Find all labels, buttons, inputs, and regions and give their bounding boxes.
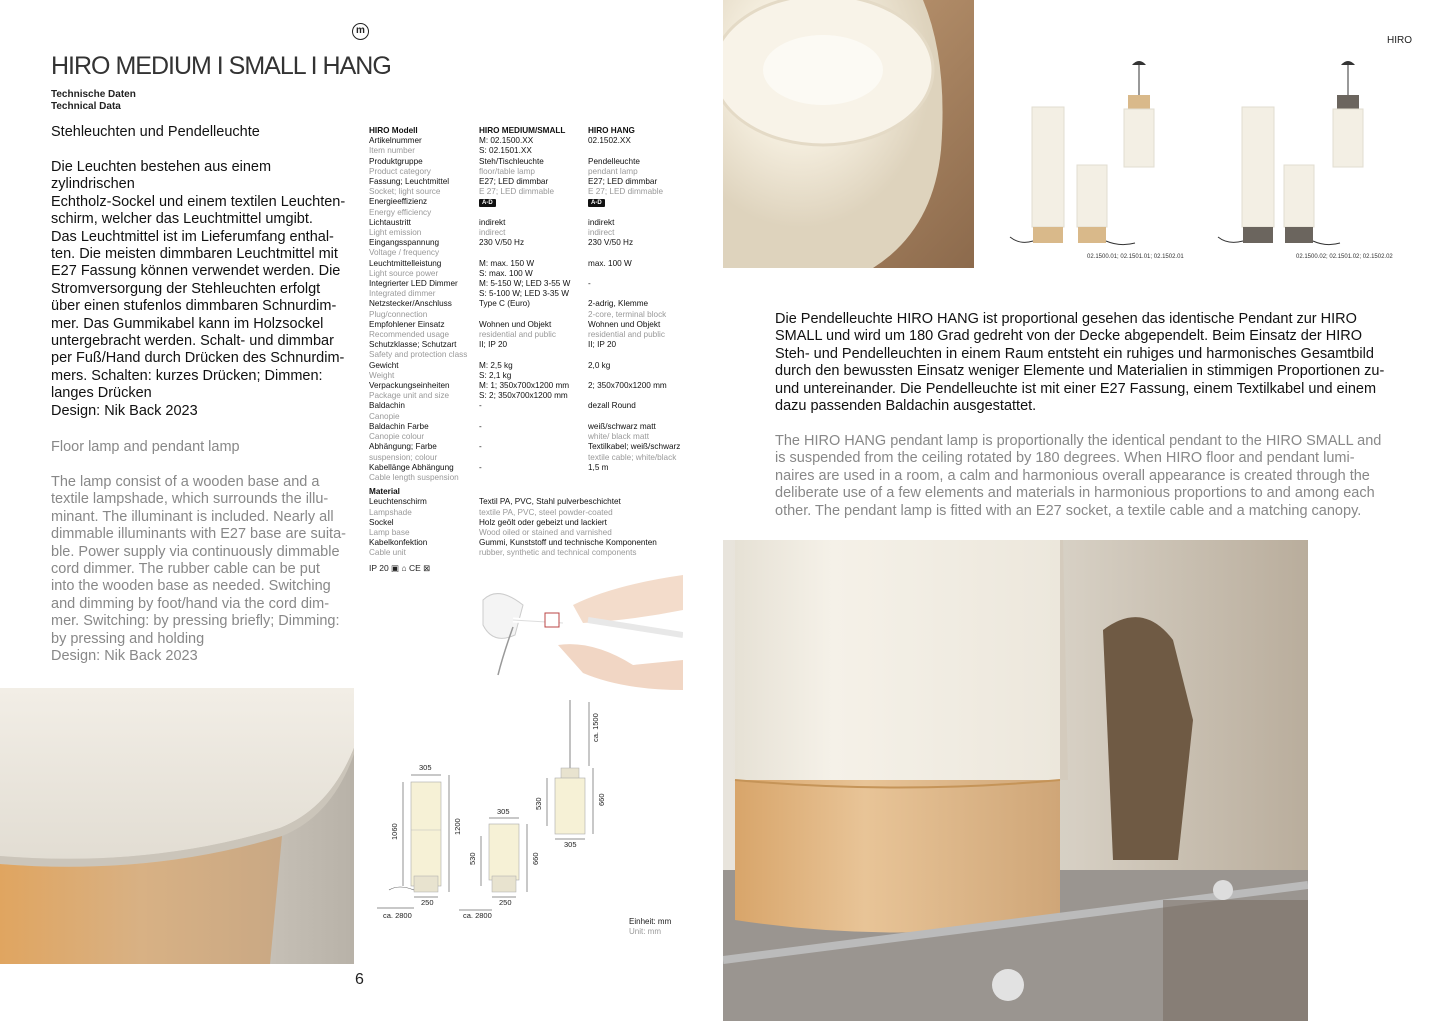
spec-label	[369, 157, 479, 177]
en-line: ble. Power supply via continuously dimmable	[51, 543, 340, 560]
material-row	[369, 538, 689, 558]
spec-value-hang	[588, 177, 688, 197]
spec-value: 230 V/50 Hz	[479, 238, 525, 248]
de-line: über einen stufenlos dimmbaren Schnurdim-	[51, 298, 337, 315]
spec-label	[369, 320, 479, 340]
spec-label-de: Kabellänge Abhängung	[369, 462, 454, 472]
material-value	[479, 497, 689, 517]
spec-row	[369, 259, 689, 279]
en-line: is suspended from the ceiling rotated by 180 degrees. When HIRO floor and pendant lumi-	[775, 450, 1355, 467]
spec-value-hang	[588, 136, 688, 156]
spec-label	[369, 401, 479, 421]
dim-s-height-a: 530	[468, 852, 477, 865]
en-description	[51, 474, 356, 665]
en-line: cord dimmer. The rubber cable can be put	[51, 561, 320, 578]
spec-value-medium-small	[479, 259, 588, 279]
page-number: 6	[355, 971, 364, 988]
page-title: HIRO MEDIUM I SMALL I HANG	[51, 52, 391, 80]
certification-icons: IP 20 ▣ ⌂ CE ⊠	[369, 563, 431, 573]
material-row	[369, 518, 689, 538]
specs-table	[369, 126, 689, 559]
energy-badge: A-D	[588, 199, 605, 207]
spec-value: max. 100 W	[588, 258, 632, 268]
spec-label-en: Canopie colour	[369, 432, 425, 442]
material-row	[369, 497, 689, 517]
header-medium-small: HIRO MEDIUM/SMALL	[479, 126, 566, 135]
spec-value-sub: 2-core, terminal block	[588, 309, 667, 319]
lamp-family-product-images	[1000, 55, 1400, 255]
spec-value-medium-small	[479, 197, 588, 217]
de-line: untergebracht werden. Schalt- und dimmbar	[51, 333, 334, 350]
spec-value-medium-small	[479, 279, 588, 299]
spec-label	[369, 218, 479, 238]
de-line: Die Leuchten bestehen aus einem zylindrischen	[51, 159, 272, 193]
de-line: Echtholz-Sockel und einem textilen Leuchten-	[51, 193, 346, 210]
spec-value-sub: S: max. 100 W	[479, 268, 533, 278]
spec-value: M: 2,5 kg	[479, 360, 513, 370]
de-heading: Stehleuchten und Pendelleuchte	[51, 124, 260, 140]
spec-row	[369, 381, 689, 401]
dim-s-height-b: 660	[531, 852, 540, 865]
de-line: per Fuß/Hand durch Drücken des Schnurdim-	[51, 350, 345, 367]
spec-value: 1,5 m	[588, 462, 609, 472]
spec-value-medium-small	[479, 238, 588, 258]
en-line: dimmable illuminants with E27 base are suita-	[51, 526, 346, 543]
spec-row	[369, 361, 689, 381]
material-value-de: Gummi, Kunststoff und technische Komponenten	[479, 538, 657, 548]
spec-label	[369, 442, 479, 462]
spec-value-sub: residential and public	[588, 330, 665, 340]
spec-value-medium-small	[479, 340, 588, 360]
canopy-mounting-illustration	[453, 565, 683, 700]
spec-value: Pendelleuchte	[588, 156, 640, 166]
spec-value: 2; 350x700x1200 mm	[588, 381, 667, 391]
brand-logo: m	[352, 23, 369, 40]
spec-label-de: Fassung; Leuchtmittel	[369, 177, 450, 187]
en-heading: Floor lamp and pendant lamp	[51, 439, 240, 455]
spec-label	[369, 238, 479, 258]
spec-label	[369, 340, 479, 360]
en-line: The HIRO HANG pendant lamp is proportionally the identical pendant to the HIRO SMALL and	[775, 433, 1382, 449]
spec-value-hang	[588, 401, 688, 421]
spec-value: -	[479, 442, 482, 452]
de-line: mer. Das Gummikabel kann im Holzsockel	[51, 315, 324, 332]
material-value	[479, 538, 689, 558]
en-line: other. The pendant lamp is fitted with an E27 socket, a textile cable and a matching canopy.	[775, 502, 1362, 519]
spec-value: -	[588, 279, 591, 289]
spec-label-en: Integrated dimmer	[369, 289, 436, 299]
material-label	[369, 538, 479, 558]
spec-value-sub: S: 2,1 kg	[479, 370, 512, 380]
spec-label	[369, 463, 479, 483]
spec-value-hang	[588, 381, 688, 401]
spec-value: indirekt	[479, 217, 506, 227]
en-line: by pressing and holding	[51, 630, 205, 647]
material-label-en: Cable unit	[369, 548, 406, 558]
spec-value-hang	[588, 157, 688, 177]
header-hang: HIRO HANG	[588, 126, 635, 135]
spec-label-de: Eingangsspannung	[369, 238, 440, 248]
de-line: mers. Schalten: kurzes Drücken; Dimmen:	[51, 367, 323, 384]
spec-value-sub: pendant lamp	[588, 166, 638, 176]
spec-label	[369, 299, 479, 319]
spec-row	[369, 279, 689, 299]
units-en: Unit: mm	[629, 927, 661, 936]
spec-value-hang	[588, 442, 688, 462]
spec-row	[369, 177, 689, 197]
spec-row	[369, 340, 689, 360]
spec-value: M: 5-150 W; LED 3-55 W	[479, 279, 571, 289]
spec-label-en: Recommended usage	[369, 330, 450, 340]
spec-value-sub: white/ black matt	[588, 432, 649, 442]
units-de: Einheit: mm	[629, 917, 672, 926]
spec-label-en: Package unit and size	[369, 391, 450, 401]
spec-value-hang	[588, 463, 688, 483]
spec-value-medium-small	[479, 381, 588, 401]
dim-m-height-b: 1200	[453, 818, 462, 835]
spec-label	[369, 197, 479, 217]
article-codes-oak: 02.1500.01; 02.1501.01; 02.1502.01	[1087, 254, 1184, 260]
spec-value: 02.1502.XX	[588, 136, 631, 146]
de-line: und untereinander. Die Pendelleuchte ist mit einer E27 Fassung, einem Textilkabel und einem	[775, 380, 1377, 397]
spec-value-sub: E 27; LED dimmable	[479, 187, 555, 197]
spec-value-medium-small	[479, 177, 588, 197]
spec-label-en: Canopie	[369, 411, 400, 421]
spec-value-hang	[588, 361, 688, 381]
spec-row	[369, 197, 689, 217]
spec-rows	[369, 136, 689, 483]
spec-value-sub: S: 2; 350x700x1200 mm	[479, 391, 568, 401]
spec-value: M: 02.1500.XX	[479, 136, 534, 146]
material-label	[369, 518, 479, 538]
en-line: The lamp consist of a wooden base and a	[51, 474, 320, 490]
spec-value: II; IP 20	[479, 340, 508, 350]
energy-badge: A-D	[479, 199, 496, 207]
tech-data-label	[51, 89, 136, 113]
spec-value-medium-small	[479, 463, 588, 483]
material-value-de: Holz geölt oder gebeizt und lackiert	[479, 517, 607, 527]
spec-value: Wohnen und Objekt	[479, 319, 552, 329]
spec-value-medium-small	[479, 422, 588, 442]
header-model: HIRO Modell	[369, 126, 418, 135]
spec-label-de: Energieeffizienz	[369, 197, 428, 207]
spec-label	[369, 422, 479, 442]
spec-row	[369, 422, 689, 442]
en-line: and dimming by foot/hand via the cord dim-	[51, 595, 330, 612]
spec-value: 2-adrig, Klemme	[588, 299, 649, 309]
material-value-en: Wood oiled or stained and varnished	[479, 527, 612, 537]
spec-row	[369, 218, 689, 238]
spec-value-hang	[588, 340, 688, 360]
spec-label-en: Light emission	[369, 228, 422, 238]
spec-label-de: Netzstecker/Anschluss	[369, 299, 452, 309]
spec-row	[369, 157, 689, 177]
units-note	[629, 917, 671, 937]
spec-value: M: max. 150 W	[479, 258, 535, 268]
spec-value-medium-small	[479, 157, 588, 177]
spec-label-en: Cable length suspension	[369, 472, 459, 482]
tech-label-de: Technische Daten	[51, 89, 136, 100]
spec-label-en: Safety and protection class	[369, 350, 468, 360]
dim-s-base: 250	[499, 898, 512, 907]
en-line: textile lampshade, which surrounds the illu-	[51, 491, 329, 508]
hang-description-en	[775, 433, 1397, 520]
spec-value-sub: residential and public	[479, 330, 556, 340]
spec-value: -	[479, 401, 482, 411]
spec-row	[369, 299, 689, 319]
material-value-en: textile PA, PVC, steel powder-coated	[479, 507, 613, 517]
material-value-en: rubber, synthetic and technical components	[479, 548, 637, 558]
dim-s-width: 305	[497, 807, 510, 816]
spec-value-medium-small	[479, 442, 588, 462]
spec-label	[369, 136, 479, 156]
tech-label-en: Technical Data	[51, 101, 121, 112]
spec-value-medium-small	[479, 218, 588, 238]
spec-label-de: Schutzklasse; Schutzart	[369, 340, 457, 350]
spec-value: E27; LED dimmbar	[588, 177, 658, 187]
material-label-en: Lamp base	[369, 527, 410, 537]
spec-label-de: Verpackungseinheiten	[369, 381, 450, 391]
spec-label-en: Energy efficiency	[369, 207, 432, 217]
spec-value-medium-small	[479, 401, 588, 421]
spec-value-hang	[588, 218, 688, 238]
de-line: schirm, welcher das Leuchtmittel umgibt.	[51, 211, 313, 228]
de-line: ten. Die meisten dimmbaren Leuchtmittel mit	[51, 246, 338, 263]
spec-label-en: suspension; colour	[369, 452, 438, 462]
material-value-de: Textil PA, PVC, Stahl pulverbeschichtet	[479, 497, 621, 507]
spec-row	[369, 136, 689, 156]
spec-value-hang	[588, 279, 688, 299]
en-line: minant. The illuminant is included. Nearly all	[51, 508, 334, 525]
de-line: durch den bewussten Einsatz weniger Elemente und Materialien in stimmigen Proportionen zu-	[775, 363, 1385, 380]
spec-row	[369, 320, 689, 340]
de-line: SMALL und wird um 180 Grad gedreht von der Decke abgependelt. Beim Einsatz der HIRO	[775, 328, 1363, 345]
spec-row	[369, 238, 689, 258]
spec-label-en: Socket; light source	[369, 187, 441, 197]
section-tag: HIRO	[1387, 35, 1412, 46]
spec-value-medium-small	[479, 320, 588, 340]
spec-value: Wohnen und Objekt	[588, 319, 661, 329]
spec-value-sub: S: 02.1501.XX	[479, 146, 532, 156]
spec-value: Textilkabel; weiß/schwarz	[588, 442, 681, 452]
en-line: naires are used in a room, a calm and harmonious overall appearance is created through the	[775, 467, 1370, 484]
spec-value: weiß/schwarz matt	[588, 421, 656, 431]
spec-label-en: Light source power	[369, 268, 439, 278]
spec-label-de: Leuchtmittelleistung	[369, 258, 442, 268]
lamp-top-view-photo	[723, 0, 974, 268]
spec-label	[369, 361, 479, 381]
lamp-on-shelf-photo	[723, 540, 1308, 1021]
material-label	[369, 497, 479, 517]
dim-m-height-a: 1060	[390, 823, 399, 840]
dim-h-height-b: 660	[597, 793, 606, 806]
de-line: E27 Fassung können verwendet werden. Die	[51, 263, 341, 280]
spec-label-de: Lichtaustritt	[369, 217, 411, 227]
spec-label-de: Baldachin Farbe	[369, 421, 429, 431]
spec-label-de: Artikelnummer	[369, 136, 422, 146]
de-line: Steh- und Pendelleuchten in einem Raum entsteht ein ruhiges und harmonisches Gesamtbild	[775, 345, 1374, 362]
spec-label-en: Plug/connection	[369, 309, 428, 319]
material-label-de: Leuchtenschirm	[369, 497, 427, 507]
spec-value: -	[479, 462, 482, 472]
dim-m-cable: ca. 2800	[383, 911, 412, 920]
spec-value: E27; LED dimmbar	[479, 177, 549, 187]
spec-value: Steh/Tischleuchte	[479, 156, 544, 166]
de-line: Design: Nik Back 2023	[51, 402, 198, 419]
material-rows	[369, 497, 689, 558]
spec-value-hang	[588, 422, 688, 442]
spec-label	[369, 177, 479, 197]
material-value	[479, 518, 689, 538]
de-line: Die Pendelleuchte HIRO HANG ist proportional gesehen das identische Pendant zur HIRO	[775, 311, 1357, 327]
dim-h-width: 305	[564, 840, 577, 849]
material-label-de: Sockel	[369, 517, 394, 527]
hang-description-de	[775, 311, 1397, 415]
spec-value-sub: E 27; LED dimmable	[588, 187, 664, 197]
dim-m-base: 250	[421, 898, 434, 907]
spec-label-en: Weight	[369, 370, 395, 380]
spec-label	[369, 259, 479, 279]
spec-row	[369, 463, 689, 483]
spec-label-de: Integrierter LED Dimmer	[369, 279, 458, 289]
spec-value-sub: S: 5-100 W; LED 3-35 W	[479, 289, 569, 299]
spec-label-de: Produktgruppe	[369, 156, 423, 166]
spec-label-de: Empfohlener Einsatz	[369, 319, 445, 329]
en-line: into the wooden base as needed. Switching	[51, 578, 331, 595]
de-line: Das Leuchtmittel ist im Lieferumfang enthal-	[51, 228, 334, 245]
en-line: mer. Switching: by pressing briefly; Dimming:	[51, 613, 340, 630]
specs-header	[369, 126, 689, 136]
spec-value-hang	[588, 320, 688, 340]
de-line: Stromversorgung der Stehleuchten erfolgt	[51, 280, 321, 297]
spec-label-de: Baldachin	[369, 401, 405, 411]
spec-label-de: Abhängung; Farbe	[369, 442, 437, 452]
dim-s-cable: ca. 2800	[463, 911, 492, 920]
article-codes-dark: 02.1500.02; 02.1501.02; 02.1502.02	[1296, 254, 1393, 260]
lampshade-closeup-photo	[0, 688, 354, 964]
spec-row	[369, 442, 689, 462]
spec-value-sub: textile cable; white/black	[588, 452, 677, 462]
material-label-en: Lampshade	[369, 507, 412, 517]
spec-value: M: 1; 350x700x1200 mm	[479, 381, 570, 391]
en-line: Design: Nik Back 2023	[51, 648, 198, 665]
spec-row	[369, 401, 689, 421]
dimension-drawing	[369, 700, 685, 940]
spec-value: dezall Round	[588, 401, 636, 411]
de-description	[51, 159, 356, 420]
spec-value: -	[479, 421, 482, 431]
spec-value: II; IP 20	[588, 340, 617, 350]
spec-value-hang	[588, 197, 688, 217]
spec-value-medium-small	[479, 361, 588, 381]
spec-value-hang	[588, 238, 688, 258]
spec-value-sub: indirect	[588, 228, 615, 238]
de-line: dazu passenden Baldachin ausgestattet.	[775, 398, 1037, 415]
spec-value-hang	[588, 259, 688, 279]
material-label-de: Kabelkonfektion	[369, 538, 428, 548]
spec-value: indirekt	[588, 217, 615, 227]
spec-label-en: Voltage / frequency	[369, 248, 440, 258]
en-line: deliberate use of a few elements and materials in harmonious proportions to and among each	[775, 485, 1375, 502]
spec-value-sub: floor/table lamp	[479, 166, 535, 176]
spec-value: 2,0 kg	[588, 360, 611, 370]
spec-label-de: Gewicht	[369, 360, 399, 370]
dim-m-width: 305	[419, 763, 432, 772]
spec-value: 230 V/50 Hz	[588, 238, 634, 248]
spec-label	[369, 279, 479, 299]
spec-value-medium-small	[479, 136, 588, 156]
material-heading: Material	[369, 487, 400, 497]
spec-label-en: Item number	[369, 146, 415, 156]
spec-label	[369, 381, 479, 401]
dim-h-cable: ca. 1500	[591, 713, 600, 742]
dim-h-height-a: 530	[534, 797, 543, 810]
spec-value-hang	[588, 299, 688, 319]
spec-value-medium-small	[479, 299, 588, 319]
spec-label-en: Product category	[369, 166, 431, 176]
spec-value: Type C (Euro)	[479, 299, 530, 309]
spec-value-sub: indirect	[479, 228, 506, 238]
de-line: langes Drücken	[51, 385, 152, 402]
